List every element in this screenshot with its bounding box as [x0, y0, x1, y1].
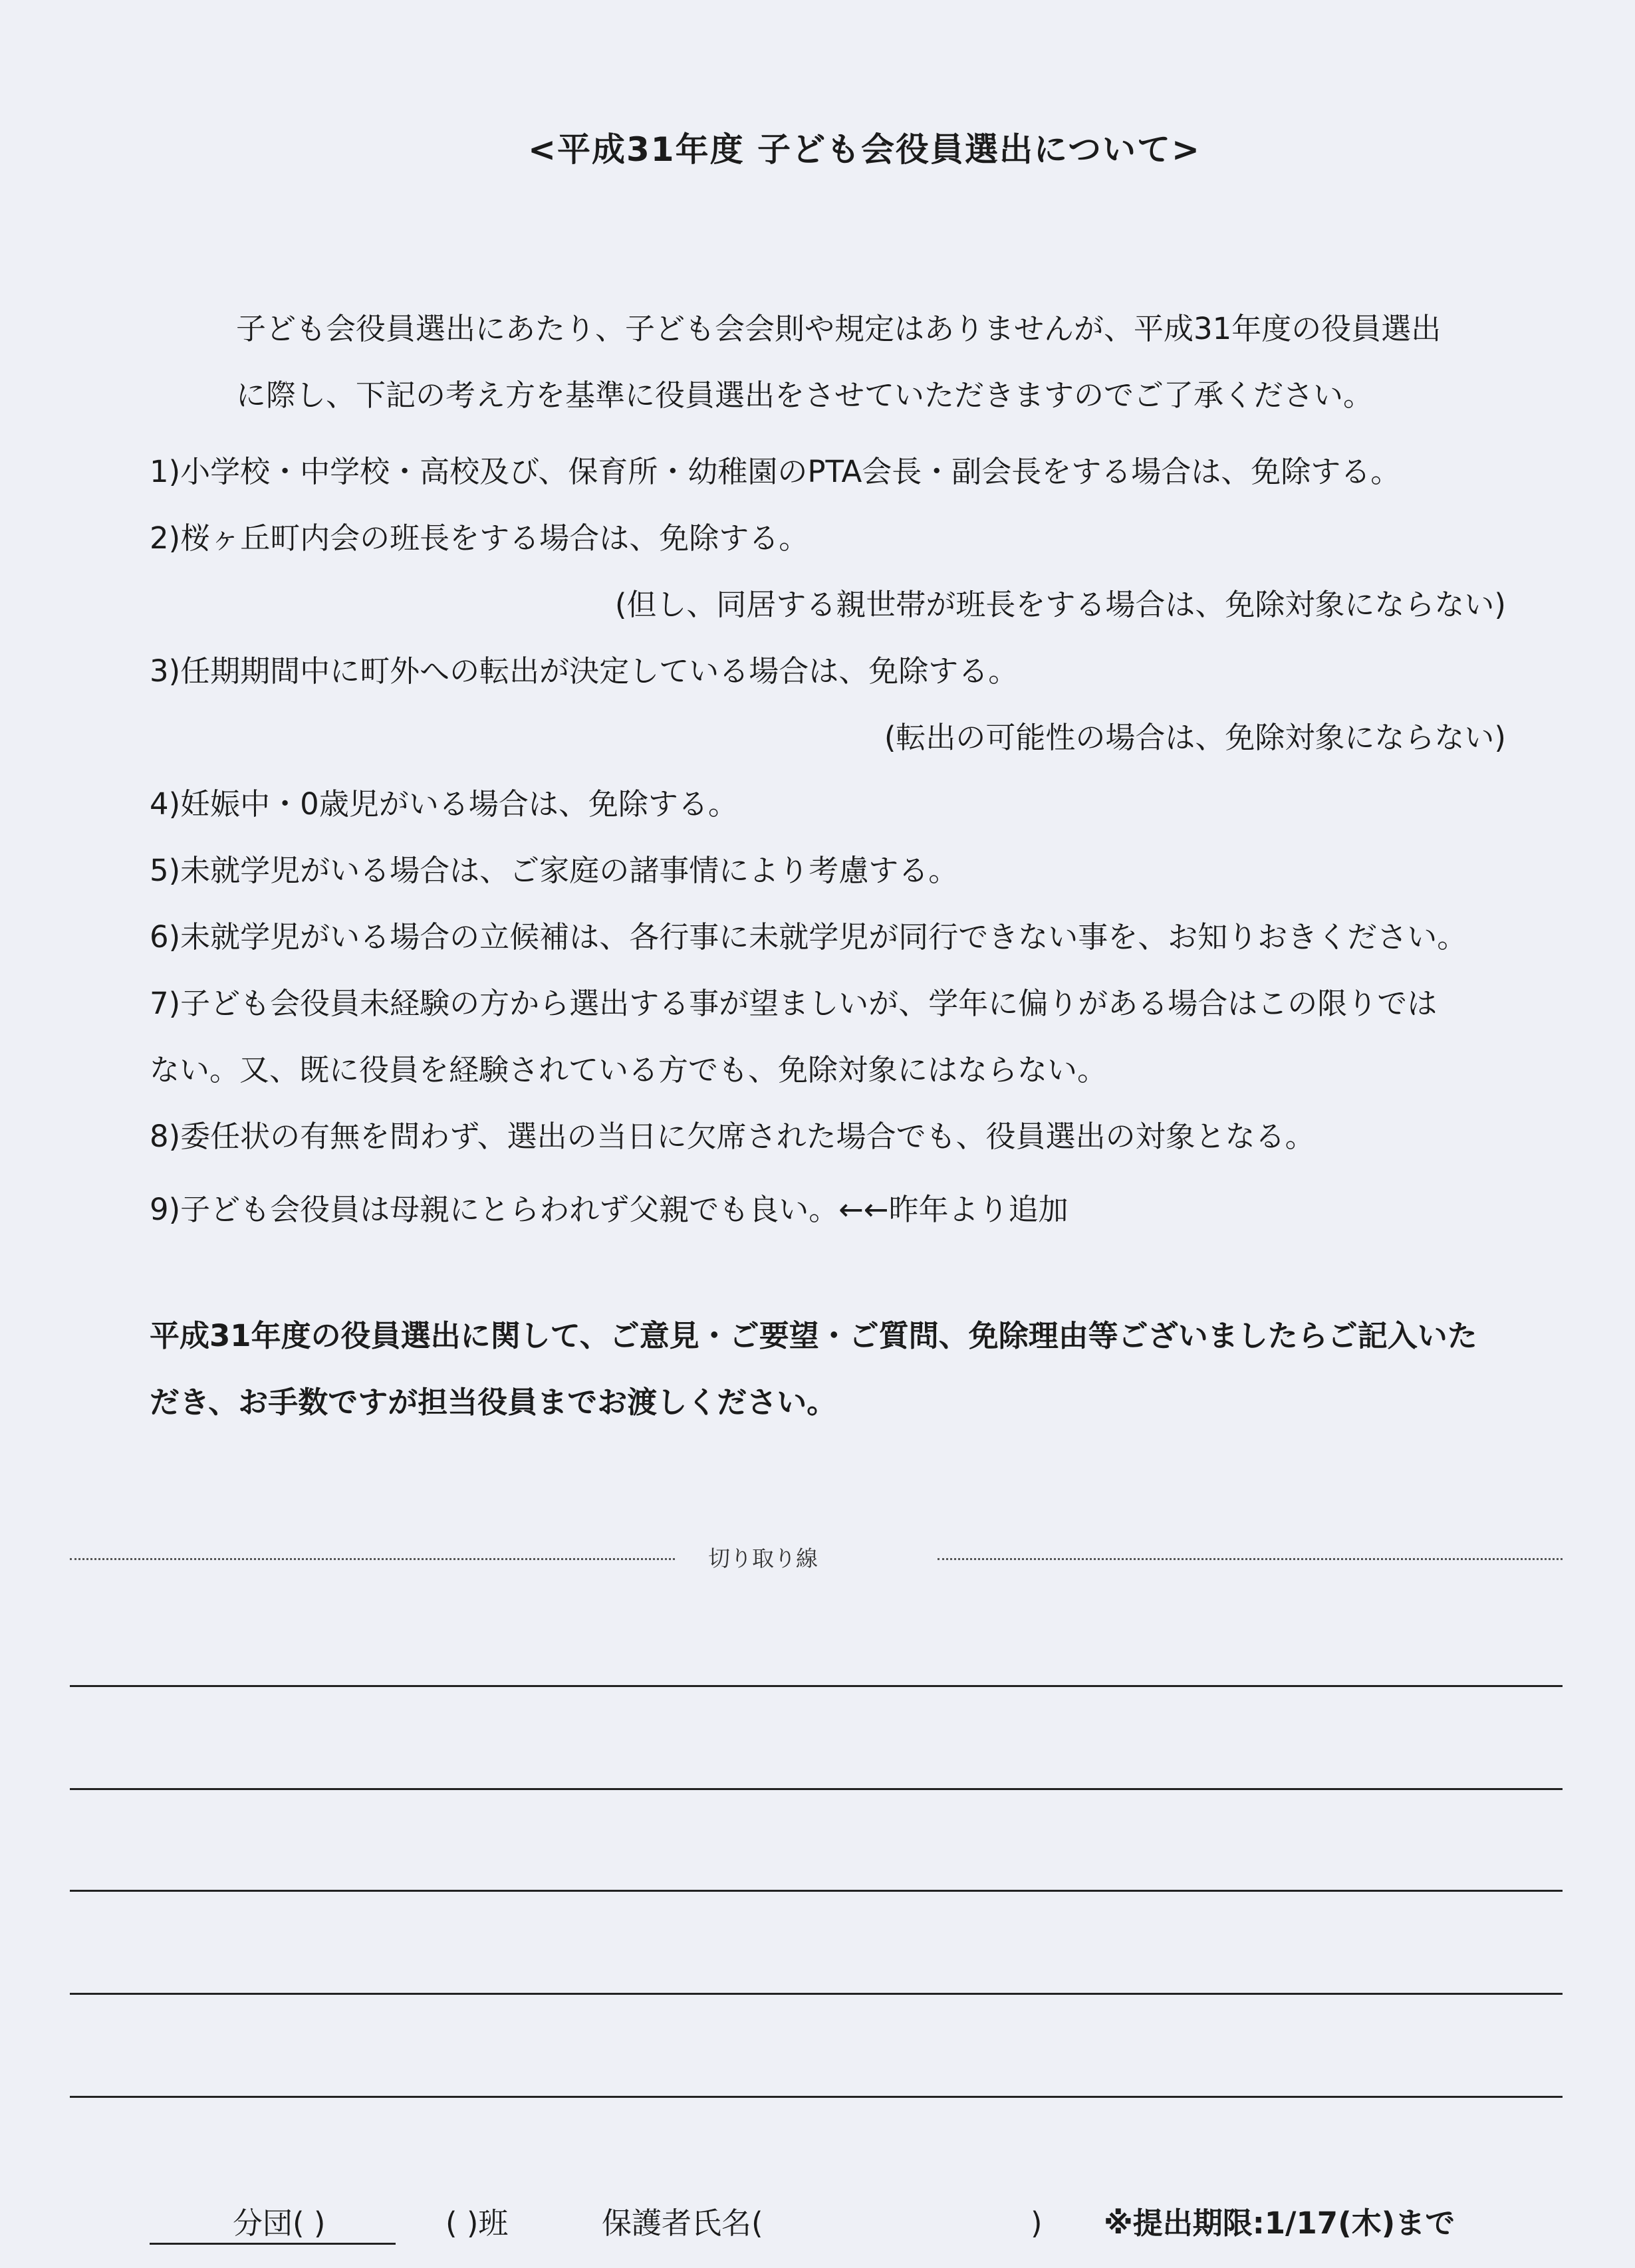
rule-item-4: 4)妊娠中・0歳児がいる場合は、免除する。 — [150, 786, 738, 822]
rule-item-3-note: (転出の可能性の場合は、免除対象にならない) — [884, 720, 1506, 755]
bundan-field[interactable]: 分団( ) — [233, 2206, 326, 2241]
document-title: <平成31年度 子ども会役員選出について> — [528, 130, 1201, 169]
intro-paragraph — [236, 296, 1441, 429]
comment-line[interactable] — [70, 1685, 1563, 1687]
closing-line: だき、お手数ですが担当役員までお渡しください。 — [150, 1385, 837, 1420]
comment-line[interactable] — [70, 1788, 1563, 1790]
cut-line-label: 切り取り線 — [708, 1545, 818, 1571]
rule-item-3: 3)任期期間中に町外への転出が決定している場合は、免除する。 — [150, 653, 1019, 689]
closing-line: 平成31年度の役員選出に関して、ご意見・ご要望・ご質問、免除理由等ございましたらご記入いた — [150, 1318, 1477, 1353]
comment-line[interactable] — [70, 1890, 1563, 1892]
intro-line: 子ども会役員選出にあたり、子ども会会則や規定はありませんが、平成31年度の役員選出 — [236, 311, 1442, 346]
cut-line-dash — [70, 1558, 675, 1560]
rule-item-7-cont: ない。又、既に役員を経験されている方でも、免除対象にはならない。 — [150, 1052, 1108, 1087]
form-footer — [150, 2200, 1506, 2247]
rule-item-7: 7)子ども会役員未経験の方から選出する事が望ましいが、学年に偏りがある場合はこの限りでは — [150, 986, 1438, 1021]
rule-item-9: 9)子ども会役員は母親にとらわれず父親でも良い。←←昨年より追加 — [150, 1192, 1069, 1227]
intro-line: に際し、下記の考え方を基準に役員選出をさせていただきますのでご了承ください。 — [236, 378, 1374, 413]
rule-item-2: 2)桜ヶ丘町内会の班長をする場合は、免除する。 — [150, 520, 809, 556]
guardian-name-close: ) — [1031, 2206, 1043, 2241]
closing-paragraph — [150, 1303, 1477, 1436]
cut-line — [70, 1542, 1563, 1575]
rule-item-5: 5)未就学児がいる場合は、ご家庭の諸事情により考慮する。 — [150, 853, 959, 888]
rule-item-6: 6)未就学児がいる場合の立候補は、各行事に未就学児が同行できない事を、お知りおきください。 — [150, 919, 1467, 955]
guardian-name-field[interactable]: 保護者氏名( — [602, 2206, 763, 2241]
submission-deadline: ※提出期限:1/17(木)まで — [1104, 2206, 1455, 2241]
rule-item-2-note: (但し、同居する親世帯が班長をする場合は、免除対象にならない) — [614, 587, 1506, 622]
rule-item-1: 1)小学校・中学校・高校及び、保育所・幼稚園のPTA会長・副会長をする場合は、免除する。 — [150, 454, 1401, 489]
cut-line-dash — [938, 1558, 1563, 1560]
comment-line[interactable] — [70, 2096, 1563, 2098]
comment-line[interactable] — [70, 1993, 1563, 1995]
rule-item-8: 8)委任状の有無を問わず、選出の当日に欠席された場合でも、役員選出の対象となる。 — [150, 1119, 1315, 1154]
han-field[interactable]: ( )班 — [445, 2206, 509, 2241]
